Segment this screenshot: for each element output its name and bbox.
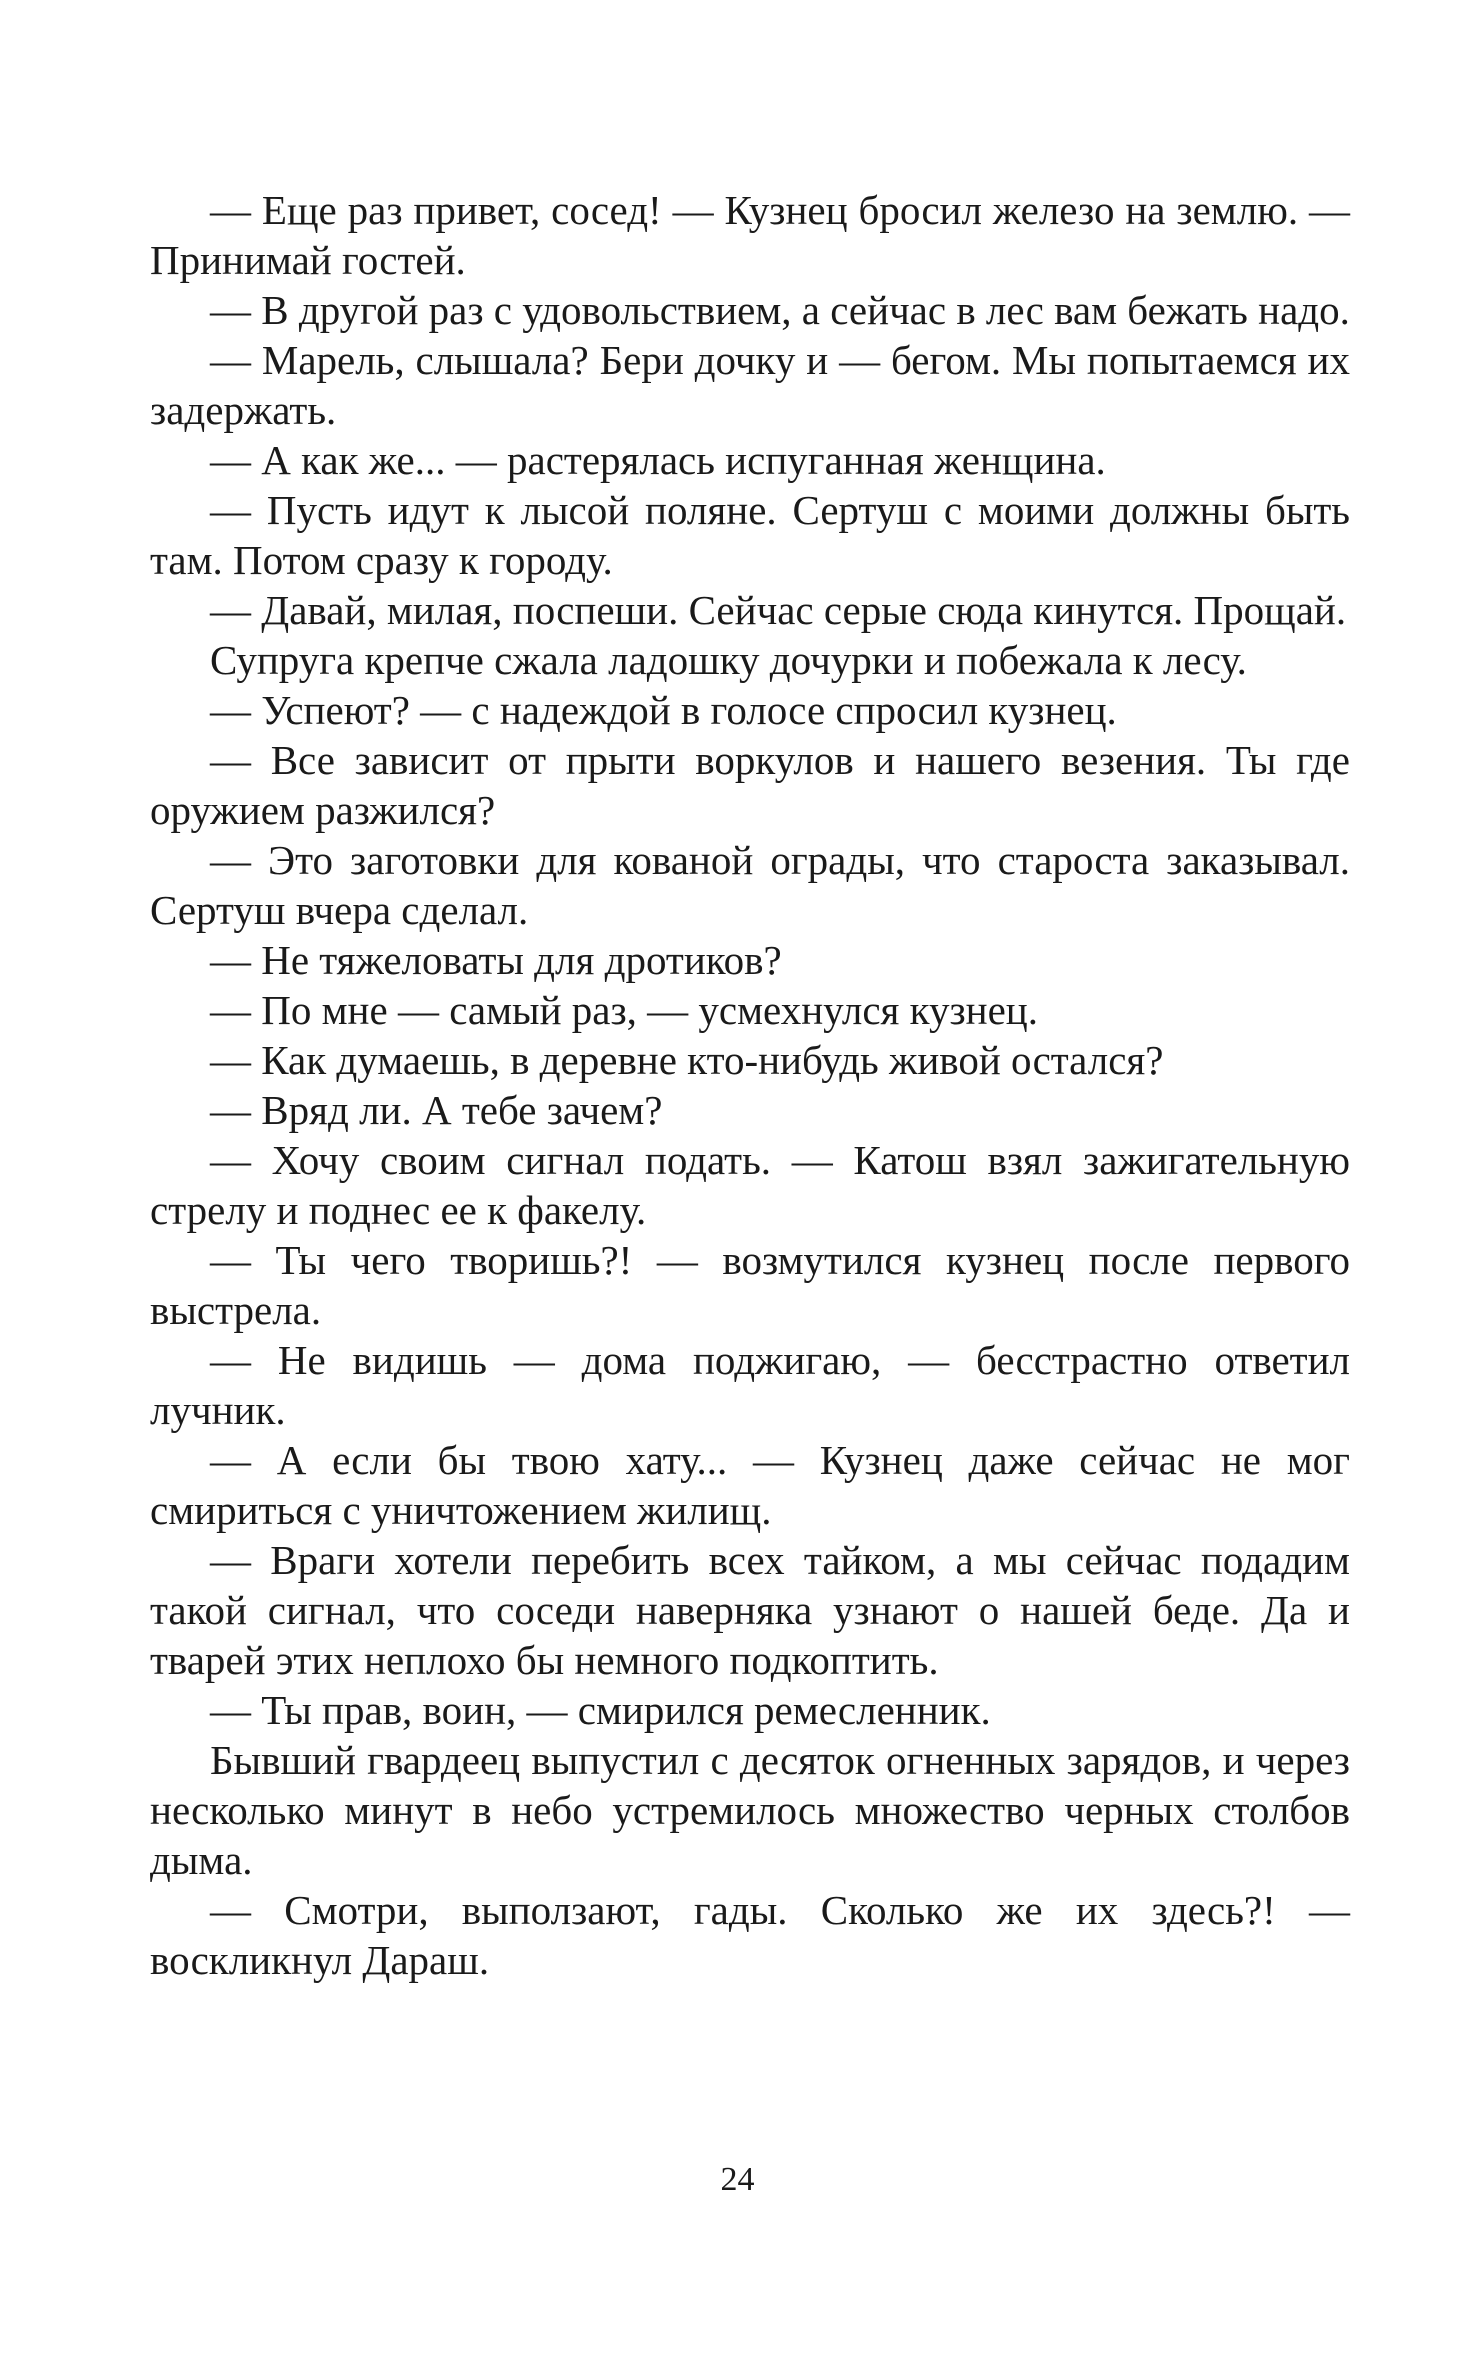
paragraph: — В другой раз с удовольствием, а сейчас в лес вам бежать надо. <box>210 287 1350 333</box>
paragraph: — Хочу своим сигнал подать. — Катош взял зажигательную стрелу и поднес ее к факелу. <box>150 1137 1350 1233</box>
paragraph: — Еще раз привет, сосед! — Кузнец бросил железо на землю. — Принимай гостей. <box>150 187 1350 283</box>
paragraph: — Все зависит от прыти воркулов и нашего везения. Ты где оружием разжился? <box>150 737 1350 833</box>
paragraph: — Как думаешь, в деревне кто-нибудь живой остался? <box>210 1037 1164 1083</box>
paragraph: — По мне — самый раз, — усмехнулся кузнец. <box>210 987 1038 1033</box>
paragraph: — Ты прав, воин, — смирился ремесленник. <box>210 1687 991 1733</box>
paragraph: — Вряд ли. А тебе зачем? <box>210 1087 663 1133</box>
paragraph: — Не видишь — дома поджигаю, — бесстрастно ответил лучник. <box>150 1337 1350 1433</box>
paragraph: Бывший гвардеец выпустил с десяток огненных зарядов, и через несколько минут в небо устремилось множество черных столбов дыма. <box>150 1737 1350 1883</box>
paragraph: Супруга крепче сжала ладошку дочурки и побежала к лесу. <box>210 637 1247 683</box>
page-number: 24 <box>720 2161 755 2198</box>
paragraph: — Смотри, выползают, гады. Сколько же их здесь?! — воскликнул Дараш. <box>150 1887 1350 1983</box>
paragraph: — Пусть идут к лысой поляне. Сертуш с моими должны быть там. Потом сразу к городу. <box>150 487 1350 583</box>
paragraph: — Враги хотели перебить всех тайком, а мы сейчас подадим такой сигнал, что соседи наверняка узнают о нашей беде. Да и тварей этих неплохо бы немного подкоптить. <box>150 1537 1350 1683</box>
paragraph: — Давай, милая, поспеши. Сейчас серые сюда кинутся. Прощай. <box>210 587 1347 633</box>
paragraph: — Успеют? — с надеждой в голосе спросил кузнец. <box>210 687 1117 733</box>
paragraph: — А как же... — растерялась испуганная женщина. <box>210 437 1106 483</box>
paragraph: — Не тяжеловаты для дротиков? <box>210 937 782 983</box>
paragraph: — Марель, слышала? Бери дочку и — бегом. Мы попытаемся их задержать. <box>150 337 1350 433</box>
paragraph: — А если бы твою хату... — Кузнец даже сейчас не мог смириться с уничтожением жилищ. <box>150 1437 1350 1533</box>
paragraph: — Ты чего творишь?! — возмутился кузнец после первого выстрела. <box>150 1237 1350 1333</box>
body-text <box>150 185 1350 1985</box>
paragraph: — Это заготовки для кованой ограды, что староста заказывал. Сертуш вчера сделал. <box>150 837 1350 933</box>
